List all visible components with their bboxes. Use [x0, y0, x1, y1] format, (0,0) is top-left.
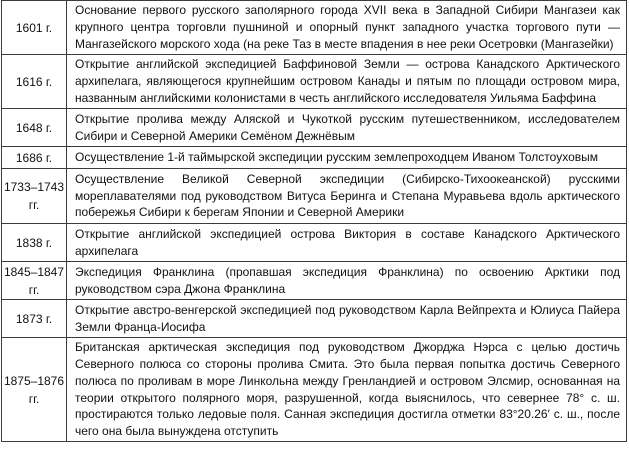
- row-date: 1873 г.: [2, 300, 67, 338]
- row-event: Британская арктическая экспедиция под руководством Джорджа Нэрса с целью достичь Северного полюса со стороны пролива Смита. Это была первая попытка достичь Северного полюса по проливам в море Линкольна между Гренландией и островом Элсмир, основанная на теории открытого полярного моря, разрушенной, когда выяснилось, что севернее 78° с. ш. простираются только ледовые поля. Санная экспедиция достигла отметки 83°20.26′ с. ш., после чего она была вынуждена отступить: [67, 338, 627, 442]
- row-date: [2, 262, 67, 300]
- table-row: [2, 338, 627, 442]
- row-event: Открытие английской экспедицией острова Виктория в составе Канадского Арктического архипелага: [67, 224, 627, 262]
- row-event: Основание первого русского заполярного города XVII века в Западной Сибири Мангазеи как крупного центра торговли пушниной и опорный пункт западного участка торгового пути — Мангазейского морского хода (на реке Таз в месте впадения в нее реки Осетровки (Мангазейки): [67, 1, 627, 55]
- row-date-start: 1875–1876 гг.: [3, 373, 65, 406]
- table-row: [2, 300, 627, 338]
- row-event: Экспедиция Франклина (пропавшая экспедиция Франклина) по освоению Арктики под руководством сэра Джона Франклина: [67, 262, 627, 300]
- row-date: 1838 г.: [2, 224, 67, 262]
- row-date: 1686 г.: [2, 147, 67, 169]
- table-row: [2, 169, 627, 224]
- row-date: 1616 г.: [2, 55, 67, 109]
- row-event: Открытие австро-венгерской экспедицией под руководством Карла Вейпрехта и Юлиуса Пайера Земли Франца-Иосифа: [67, 300, 627, 338]
- row-date: 1648 г.: [2, 109, 67, 147]
- table-row: [2, 224, 627, 262]
- table-row: [2, 147, 627, 169]
- row-date-start: 1733–1743 гг.: [3, 180, 65, 212]
- row-event: Открытие английской экспедицией Баффиновой Земли — острова Канадского Арктического архипелага, являющегося крупнейшим островом Канады и пятым по площади островом мира, названным английскими колонистами в честь английского исследователя Уильяма Баффина: [67, 55, 627, 109]
- table-row: [2, 262, 627, 300]
- row-event: Открытие пролива между Аляской и Чукоткой русским путешественником, исследователем Сибири и Северной Америки Семёном Дежнёвым: [67, 109, 627, 147]
- table-row: [2, 55, 627, 109]
- row-date-start: 1845–1847 гг.: [3, 264, 65, 297]
- table-row: [2, 109, 627, 147]
- row-date: [2, 338, 67, 442]
- row-date: 1601 г.: [2, 1, 67, 55]
- row-event: Осуществление Великой Северной экспедиции (Сибирско-Тихоокеанской) русскими мореплавателями под руководством Витуса Беринга и Степана Муравьева вдоль арктического побережья Сибири к берегам Японии и Северной Америки: [67, 169, 627, 224]
- row-date: [2, 169, 67, 224]
- timeline-table: [1, 0, 627, 442]
- row-event: Осуществление 1-й таймырской экспедиции русским землепроходцем Иваном Толстоуховым: [67, 147, 627, 169]
- table-row: [2, 1, 627, 55]
